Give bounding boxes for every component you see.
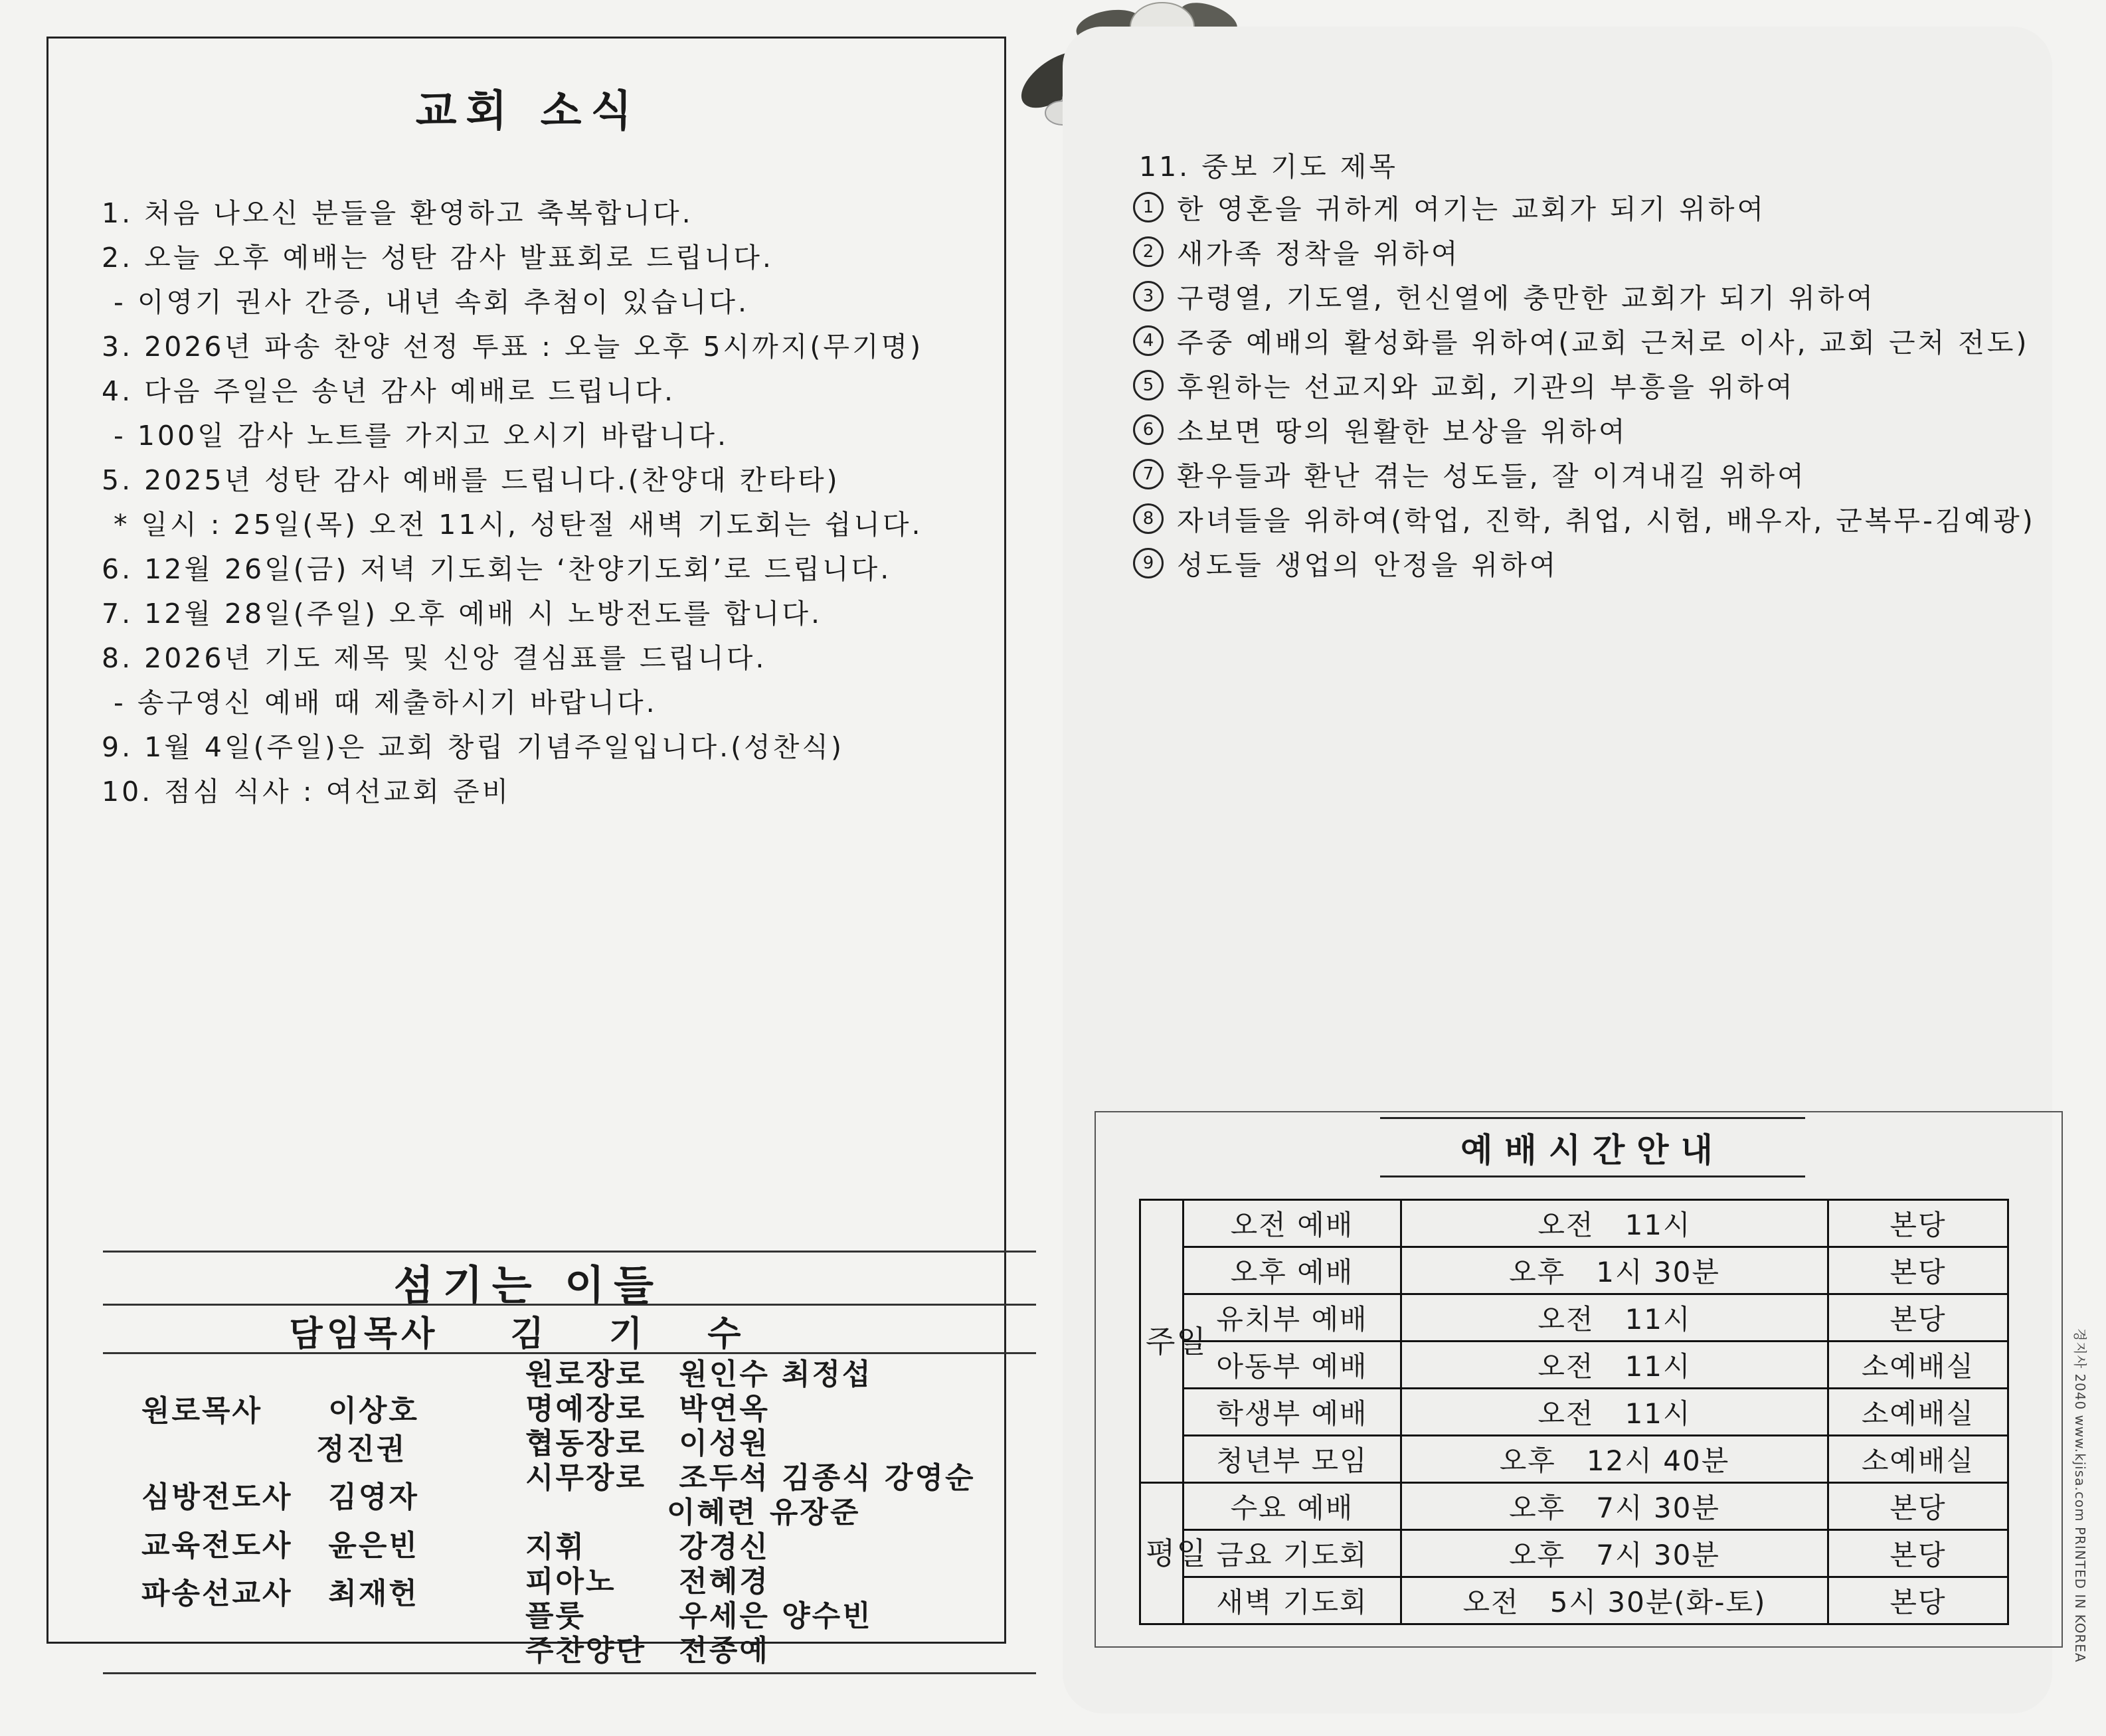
server-role: 시무장로 — [525, 1461, 647, 1495]
news-item: 4. 다음 주일은 송년 감사 예배로 드립니다. — [102, 375, 676, 407]
service-place: 소예배실 — [1828, 1436, 2008, 1483]
server-names: 원인수 최정섭 — [679, 1357, 873, 1391]
server-role: 원로목사 — [141, 1394, 263, 1428]
news-subitem: - 이영기 권사 간증, 내년 속회 추첨이 있습니다. — [114, 286, 749, 318]
server-row — [141, 1473, 419, 1516]
service-name: 아동부 예배 — [1184, 1342, 1401, 1389]
server-names: 전종예 — [679, 1634, 770, 1668]
service-name: 새벽 기도회 — [1184, 1577, 1401, 1624]
prayer-item — [1133, 229, 2036, 274]
service-time: 오전 5시 30분(화-토) — [1401, 1577, 1828, 1624]
service-time: 오후 7시 30분 — [1401, 1530, 1828, 1577]
news-subitem: * 일시 : 25일(목) 오전 11시, 성탄절 새벽 기도회는 쉽니다. — [114, 509, 923, 541]
prayer-item — [1133, 274, 2036, 318]
server-names: 강경신 — [679, 1530, 770, 1564]
service-time: 오전 11시 — [1401, 1342, 1828, 1389]
circled-number: 3 — [1133, 281, 1164, 311]
service-name: 학생부 예배 — [1184, 1389, 1401, 1436]
service-time: 오전 11시 — [1401, 1200, 1828, 1247]
service-place: 본당 — [1828, 1483, 2008, 1530]
news-item: 9. 1월 4일(주일)은 교회 창립 기념주일입니다.(성찬식) — [102, 731, 844, 763]
prayer-item — [1133, 541, 2036, 585]
prayer-text: 새가족 정착을 위하여 — [1177, 238, 1460, 270]
prayer-text: 소보면 땅의 원활한 보상을 위하여 — [1177, 416, 1628, 448]
news-item: 1. 처음 나오신 분들을 환영하고 축복합니다. — [102, 197, 693, 229]
printer-mark — [2072, 1328, 2092, 1674]
circled-number: 5 — [1133, 370, 1164, 400]
servers-title: 섬기는 이들 — [393, 1261, 663, 1310]
prayer-text: 후원하는 선교지와 교회, 기관의 부흥을 위하여 — [1177, 371, 1795, 403]
circled-number: 1 — [1133, 192, 1164, 222]
table-row — [1140, 1483, 2008, 1530]
server-names: 우세은 양수빈 — [679, 1599, 873, 1633]
service-place: 본당 — [1828, 1577, 2008, 1624]
divider — [1380, 1117, 1805, 1119]
divider — [103, 1672, 1036, 1674]
circled-number: 2 — [1133, 236, 1164, 267]
table-row — [1140, 1294, 2008, 1342]
group-label-text: 주일 — [1146, 1323, 1207, 1359]
service-time: 오전 11시 — [1401, 1294, 1828, 1342]
circled-number: 6 — [1133, 414, 1164, 445]
prayer-list — [1133, 185, 2036, 585]
news-item: 7. 12월 28일(주일) 오후 예배 시 노방전도를 합니다. — [102, 598, 823, 630]
service-place: 본당 — [1828, 1530, 2008, 1577]
server-names: 윤은빈 — [328, 1529, 419, 1563]
server-role: 협동장로 — [525, 1427, 647, 1460]
service-place: 본당 — [1828, 1200, 2008, 1247]
table-row — [1140, 1530, 2008, 1577]
service-place: 소예배실 — [1828, 1342, 2008, 1389]
pastor-role: 담임목사 — [289, 1314, 439, 1354]
group-label — [1140, 1200, 1207, 1483]
service-name: 오전 예배 — [1184, 1200, 1401, 1247]
prayer-item — [1133, 452, 2036, 496]
prayer-item — [1133, 496, 2036, 541]
printer-mark-text: 경지사 2040 www.kjisa.com PRINTED IN KOREA — [2072, 1328, 2088, 1663]
server-names: 전혜경 — [679, 1565, 770, 1599]
server-row — [141, 1569, 419, 1612]
pastor-name: 김 기 수 — [510, 1314, 768, 1354]
service-name: 수요 예배 — [1184, 1483, 1401, 1530]
prayer-text: 한 영혼을 귀하게 여기는 교회가 되기 위하여 — [1177, 193, 1767, 225]
server-role: 주찬양단 — [525, 1634, 647, 1668]
divider — [1380, 1175, 1805, 1177]
service-name: 오후 예배 — [1184, 1247, 1401, 1294]
server-names: 김영자 — [328, 1480, 419, 1514]
table-row — [1140, 1577, 2008, 1624]
service-time: 오후 1시 30분 — [1401, 1247, 1828, 1294]
server-names: 이성원 — [679, 1427, 770, 1460]
server-role: 명예장로 — [525, 1392, 647, 1426]
news-subitem: - 100일 감사 노트를 가지고 오시기 바랍니다. — [114, 420, 729, 452]
prayer-item — [1133, 363, 2036, 407]
schedule-title: 예배시간안내 — [1460, 1131, 1725, 1170]
service-time: 오전 11시 — [1401, 1389, 1828, 1436]
schedule-table — [1139, 1199, 2009, 1625]
server-role: 교육전도사 — [141, 1529, 293, 1563]
server-names: 이상호 — [328, 1394, 419, 1428]
news-item: 2. 오늘 오후 예배는 성탄 감사 발표회로 드립니다. — [102, 242, 774, 274]
prayer-item — [1133, 407, 2036, 452]
service-place: 본당 — [1828, 1294, 2008, 1342]
table-row — [1140, 1436, 2008, 1483]
server-row — [525, 1626, 770, 1669]
news-subitem: - 송구영신 예배 때 제출하시기 바랍니다. — [114, 687, 658, 719]
server-names: 정진권 — [316, 1432, 407, 1466]
table-row — [1140, 1389, 2008, 1436]
prayer-text: 자녀들을 위하여(학업, 진학, 취업, 시험, 배우자, 군복무-김예광) — [1177, 505, 2036, 537]
prayer-text: 환우들과 환난 겪는 성도들, 잘 이겨내길 위하여 — [1177, 460, 1806, 492]
circled-number: 8 — [1133, 503, 1164, 534]
table-row — [1140, 1200, 2008, 1247]
group-label-text: 평일 — [1146, 1535, 1207, 1571]
news-item: 6. 12월 26일(금) 저녁 기도회는 ‘찬양기도회’로 드립니다. — [102, 553, 892, 585]
circled-number: 4 — [1133, 325, 1164, 356]
server-role: 지휘 — [525, 1530, 586, 1564]
server-role: 원로장로 — [525, 1357, 647, 1391]
prayer-item — [1133, 185, 2036, 229]
service-name: 유치부 예배 — [1184, 1294, 1401, 1342]
server-row — [141, 1521, 419, 1564]
server-names: 최재헌 — [328, 1577, 419, 1610]
service-name: 금요 기도회 — [1184, 1530, 1401, 1577]
server-role: 플룻 — [525, 1599, 586, 1633]
service-time: 오후 12시 40분 — [1401, 1436, 1828, 1483]
server-role: 피아노 — [525, 1565, 616, 1599]
circled-number: 7 — [1133, 459, 1164, 489]
news-item: 5. 2025년 성탄 감사 예배를 드립니다.(찬양대 칸타타) — [102, 464, 840, 496]
news-list — [102, 191, 923, 814]
senior-pastor-line — [48, 1306, 1008, 1355]
circled-number: 9 — [1133, 548, 1164, 578]
server-role: 파송선교사 — [141, 1577, 293, 1610]
service-place: 소예배실 — [1828, 1389, 2008, 1436]
service-name: 청년부 모임 — [1184, 1436, 1401, 1483]
server-names: 조두석 김종식 강영순 — [679, 1461, 976, 1495]
server-row — [316, 1425, 407, 1468]
table-row — [1140, 1342, 2008, 1389]
server-role: 심방전도사 — [141, 1480, 293, 1514]
prayer-text: 성도들 생업의 안정을 위하여 — [1177, 549, 1559, 581]
prayer-item — [1133, 318, 2036, 363]
table-row — [1140, 1247, 2008, 1294]
news-item: 10. 점심 식사 : 여선교회 준비 — [102, 776, 511, 808]
service-place: 본당 — [1828, 1247, 2008, 1294]
church-news-box — [46, 37, 1006, 1668]
server-names: 박연옥 — [679, 1392, 770, 1426]
group-label — [1140, 1483, 1207, 1624]
server-row — [141, 1387, 419, 1429]
news-title: 교회 소식 — [415, 87, 642, 136]
prayer-text: 구령열, 기도열, 헌신열에 충만한 교회가 되기 위하여 — [1177, 282, 1876, 314]
news-item: 3. 2026년 파송 찬양 선정 투표 : 오늘 오후 5시까지(무기명) — [102, 331, 924, 363]
prayer-text: 주중 예배의 활성화를 위하여(교회 근처로 이사, 교회 근처 전도) — [1177, 327, 2030, 359]
prayer-heading: 11. 중보 기도 제목 — [1139, 151, 1398, 183]
server-names: 이혜련 유장준 — [667, 1496, 861, 1529]
service-time: 오후 7시 30분 — [1401, 1483, 1828, 1530]
news-item: 8. 2026년 기도 제목 및 신앙 결심표를 드립니다. — [102, 642, 767, 674]
